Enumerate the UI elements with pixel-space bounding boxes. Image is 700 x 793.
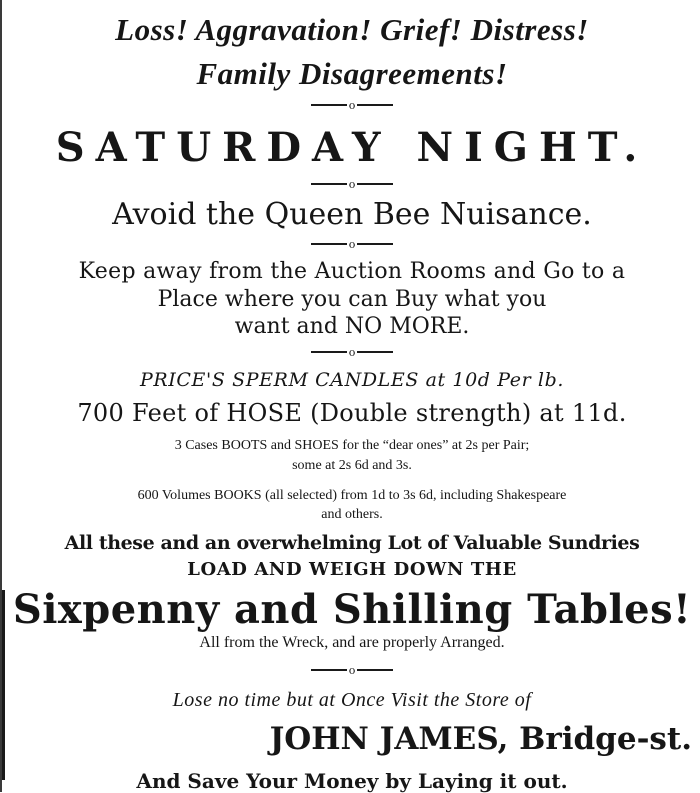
divider: o bbox=[2, 99, 700, 111]
divider: o bbox=[2, 238, 700, 250]
boots-line-2: some at 2s 6d and 3s. bbox=[292, 458, 412, 473]
wreck-line: All from the Wreck, and are properly Arranged. bbox=[199, 634, 505, 651]
queen-bee-heading: Avoid the Queen Bee Nuisance. bbox=[112, 197, 592, 232]
hose-line: 700 Feet of HOSE (Double strength) at 11d. bbox=[77, 399, 627, 427]
divider: o bbox=[2, 664, 700, 676]
boots-line-1: 3 Cases BOOTS and SHOES for the “dear ones” at 2s per Pair; bbox=[174, 438, 530, 453]
divider: o bbox=[2, 178, 700, 190]
keep-away-line-1: Keep away from the Auction Rooms and Go to a bbox=[78, 259, 626, 284]
candles-line: PRICE'S SPERM CANDLES at 10d Per lb. bbox=[140, 369, 564, 391]
store-name: JOHN JAMES, Bridge-st. bbox=[269, 721, 692, 757]
headline-line-1: Loss! Aggravation! Grief! Distress! bbox=[115, 12, 589, 47]
keep-away-line-3: want and NO MORE. bbox=[234, 314, 470, 339]
lose-no-time-line: Lose no time but at Once Visit the Store of bbox=[172, 689, 532, 711]
save-money-line: And Save Your Money by Laying it out. bbox=[136, 769, 568, 793]
tables-heading: Sixpenny and Shilling Tables! bbox=[12, 586, 692, 633]
sundries-line: All these and an overwhelming Lot of Valuable Sundries bbox=[64, 532, 640, 554]
divider: o bbox=[2, 346, 700, 358]
keep-away-line-2: Place where you can Buy what you bbox=[157, 287, 547, 312]
saturday-night-heading: SATURDAY NIGHT. bbox=[55, 124, 649, 171]
headline-line-2: Family Disagreements! bbox=[196, 56, 508, 91]
left-border-rule bbox=[2, 590, 5, 780]
load-line: LOAD AND WEIGH DOWN THE bbox=[187, 559, 517, 580]
books-line-2: and others. bbox=[321, 507, 383, 522]
books-line-1: 600 Volumes BOOKS (all selected) from 1d to 3s 6d, including Shakespeare bbox=[137, 488, 567, 503]
